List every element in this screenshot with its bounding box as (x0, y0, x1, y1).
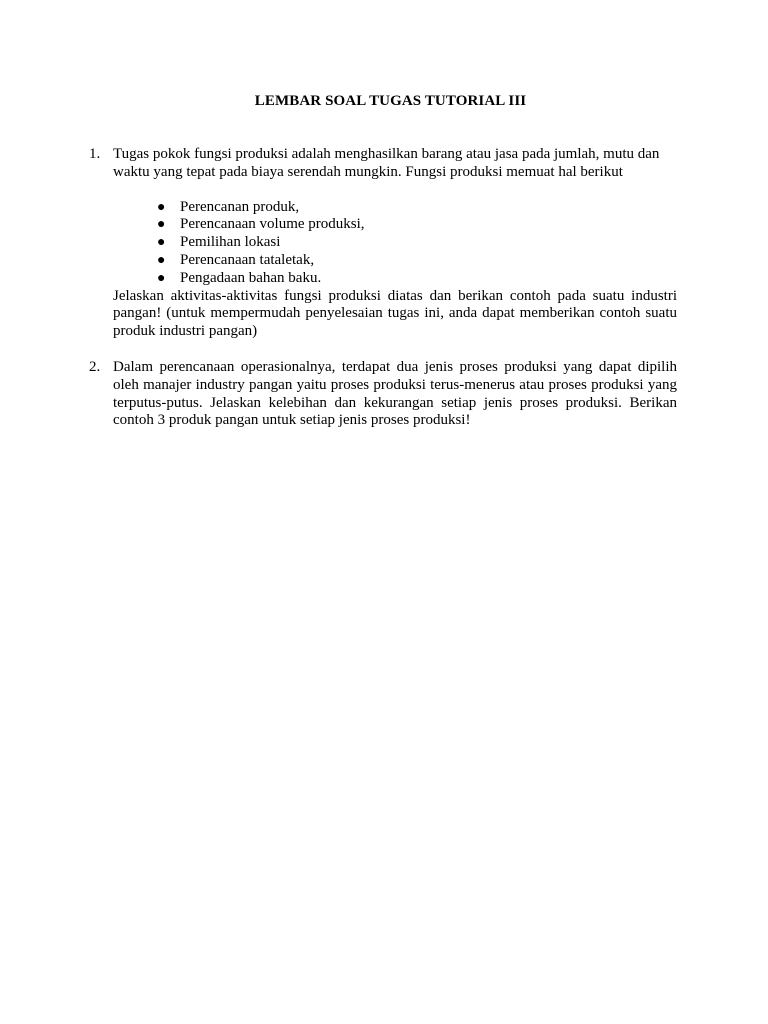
question-intro: Tugas pokok fungsi produksi adalah menghasilkan barang atau jasa pada jumlah, mutu dan waktu yang tepat pada biaya serendah mungkin. Fungsi produksi memuat hal berikut (113, 146, 660, 180)
question-2 (89, 359, 677, 430)
list-item (113, 234, 677, 252)
bullet-icon: ● (157, 199, 166, 215)
list-item-label: Perencanan produk, (180, 198, 300, 215)
question-body (113, 146, 677, 341)
question-body (113, 359, 677, 430)
function-list (113, 199, 677, 288)
list-item (113, 252, 677, 270)
bullet-icon: ● (157, 217, 166, 233)
list-item-label: Pemilihan lokasi (180, 234, 281, 251)
bullet-icon: ● (157, 270, 166, 286)
question-number: 2. (89, 359, 101, 375)
list-item (113, 199, 677, 217)
question-1 (89, 146, 677, 341)
question-number: 1. (89, 146, 101, 162)
question-followup: Jelaskan aktivitas-aktivitas fungsi produksi diatas dan berikan contoh pada suatu industri pangan! (untuk mempermudah penyelesaian tugas ini, anda dapat memberikan contoh suatu produk industri pangan) (113, 287, 677, 340)
bullet-icon: ● (157, 252, 166, 268)
list-item (113, 270, 677, 288)
list-item (113, 216, 677, 234)
document-title: LEMBAR SOAL TUGAS TUTORIAL III (254, 93, 527, 109)
list-item-label: Perencanaan volume produksi, (180, 216, 365, 233)
list-item-label: Pengadaan bahan baku. (180, 269, 322, 286)
list-item-label: Perencanaan tataletak, (180, 251, 315, 268)
bullet-icon: ● (157, 235, 166, 251)
question-text: Dalam perencanaan operasionalnya, terdapat dua jenis proses produksi yang dapat dipilih oleh manajer industry pangan yaitu proses produksi terus-menerus atau proses produksi yang terputus-putus. Jelaskan kelebihan dan kekurangan setiap jenis proses produksi. Berikan contoh 3 produk pangan untuk setiap jenis proses produksi! (113, 359, 677, 429)
